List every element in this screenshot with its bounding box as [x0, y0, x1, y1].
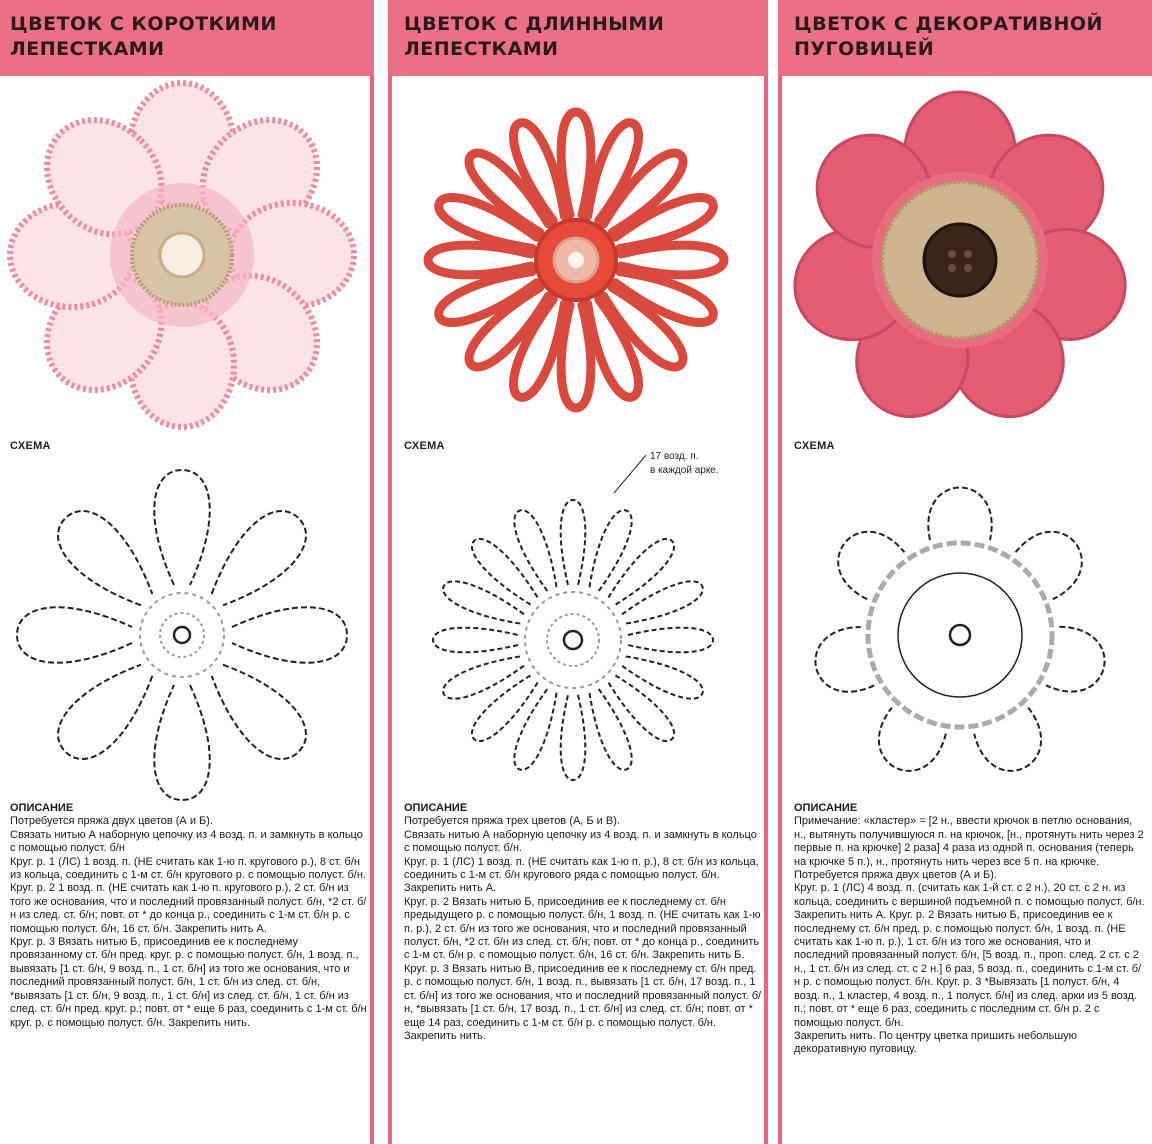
- scheme-label: СХЕМА: [10, 440, 51, 452]
- crochet-scheme-long-petals: [388, 455, 768, 815]
- column-title: ЦВЕТОК С ДЛИННЫМИ ЛЕПЕСТКАМИ: [404, 13, 665, 60]
- column-button-flower: [778, 0, 1152, 1144]
- flower-photo-long-petals: [388, 80, 768, 430]
- flower-photo-short-petals: [0, 80, 374, 430]
- description-paragraph: Потребуется пряжа трех цветов (А, Б и В).: [404, 815, 620, 828]
- description-paragraph: Круг. р. 2 1 возд. п. (НЕ считать как 1-ю п. кругового р.), 2 ст. б/н из того же основания, что и последний провязанный полуст. б/н, *2 ст. б/н из след. ст. б/н; повт. от * до конца р., соединить с 1-м ст. б/н р. с помощью полуст. б/н, 16 ст. б/н. Закрепить нить А.: [10, 882, 367, 935]
- scheme-label: СХЕМА: [404, 440, 445, 452]
- scheme-diagram: [388, 455, 768, 815]
- flower-image: [388, 80, 768, 430]
- description: [10, 802, 368, 1030]
- column-short-petals: [0, 0, 374, 1144]
- description-paragraph: Круг. р. 1 (ЛС) 1 возд. п. (НЕ считать как 1-ю п. р.), 8 ст. б/н из кольца, соединить с 1-м ст. б/н кругового ряда с помощью полуст. б/н. Закрепить нить А.: [404, 855, 759, 895]
- description: [794, 802, 1146, 1057]
- column-header: [778, 0, 1152, 76]
- scheme-diagram: [0, 455, 374, 815]
- crochet-scheme-short-petals: [0, 455, 374, 815]
- scheme-note: 17 возд. п. в каждой арке.: [650, 451, 719, 476]
- scheme-diagram: [778, 455, 1152, 815]
- note-pointer: [614, 455, 646, 493]
- description-paragraph: Примечание: «кластер» = [2 н., ввести крючок в петлю основания, н., вытянуть получившуюся п. на крючок, [н., протянуть нить через 2 первые п. на крючке] 2 раза] 4 раза из одной п. основания (теперь на крючке 5 п.), н., протянуть нить через все 5 п. на крючке. Потребуется пряжа двух цветов (А и Б).: [794, 815, 1144, 882]
- description-paragraph: Круг. р. 2 Вязать нитью Б, присоединив ее к последнему ст. б/н предыдущего р. с помощью полуст. б/н, 1 возд. п. (НЕ считать как 1-ю п. р.), 2 ст. б/н из того же основания, что и последний провязанный полуст. б/н, *2 ст. б/н из след. ст. б/н; повт. от * до конца р., соединить с 1-м ст. б/н р. с помощью полуст. б/н, 16 ст. б/н. Закрепить нить Б.: [404, 895, 761, 962]
- description-paragraph: Потребуется пряжа двух цветов (А и Б).: [10, 815, 213, 828]
- column-header: [0, 0, 374, 76]
- flower-image: [778, 80, 1152, 430]
- crochet-scheme-button: [778, 455, 1152, 815]
- scheme-label: СХЕМА: [794, 440, 835, 452]
- description-heading: ОПИСАНИЕ: [404, 802, 468, 814]
- column-title: ЦВЕТОК С ДЕКОРАТИВНОЙ ПУГОВИЦЕЙ: [794, 13, 1103, 60]
- column-header: [388, 0, 768, 76]
- description-heading: ОПИСАНИЕ: [794, 802, 858, 814]
- column-title: ЦВЕТОК С КОРОТКИМИ ЛЕПЕСТКАМИ: [10, 13, 277, 60]
- column-long-petals: [388, 0, 768, 1144]
- description-paragraph: Круг. р. 3 Вязать нитью Б, присоединив ее к последнему провязанному ст. б/н пред. круг. р. с помощью полуст. б/н, 1 возд. п., вывязать [1 ст. б/н, 9 возд. п., 1 ст. б/н] из того же основания, что и последний провязанный полуст. б/н, 1 ст. б/н из след. ст. б/н, *вывязать [1 ст. б/н, 9 возд. п., 1 ст. б/н] из след. ст. б/н, 1 ст. б/н из след. ст. б/н пред. круг. р.; повт. от * еще 6 раз, соединить с 1-м ст. б/н круг. р. с помощью полуст. б/н. Закрепить нить.: [10, 936, 367, 1029]
- flower-photo-button: [778, 80, 1152, 430]
- description-paragraph: Связать нитью А наборную цепочку из 4 возд. п. и замкнуть в кольцо с помощью полуст. б/н.: [404, 828, 757, 855]
- button-decoration: [924, 224, 996, 296]
- description-paragraph: Круг. р. 3 Вязать нитью В, присоединив ее к последнему ст. б/н пред. р. с помощью полуст. б/н, 1 возд. п., вывязать [1 ст. б/н, 17 возд. п., 1 ст. б/н] из того же основания, что и последний провязанный полуст. б/н, *вывязать [1 ст. б/н, 17 возд. п., 1 ст. б/н] из след. ст. б/н; повт. от * еще 14 раз, соединить с 1-м ст. б/н р. с помощью полуст. б/н. Закрепить нить.: [404, 962, 762, 1042]
- description-paragraph: Круг. р. 1 (ЛС) 1 возд. п. (НЕ считать как 1-ю п. кругового р.), 8 ст. б/н из кольца, соединить с 1-м ст. б/н кругового р. с помощью полуст. б/н.: [10, 855, 366, 882]
- description: [404, 802, 762, 1043]
- description-paragraph: Закрепить нить. По центру цветка пришить небольшую декоративную пуговицу.: [794, 1029, 1077, 1056]
- flower-image: [0, 80, 374, 430]
- description-paragraph: Круг. р. 1 (ЛС) 4 возд. п. (считать как 1-й ст. с 2 н.), 20 ст. с 2 н. из кольца, соединить с вершиной подъемной п. с помощью полуст. б/н. Закрепить нить А. Круг. р. 2 Вязать нитью Б, присоединив ее к последнему ст. б/н пред. р. с помощью полуст. б/н, 1 возд. п. (НЕ считать как 1-ю п. р.), 1 ст. б/н из того же основания, что и последний провязанный полуст. б/н, [5 возд. п., проп. след. 2 ст. с 2 н., 1 ст. б/н из след. ст. с 2 н.] 6 раз, 5 возд. п., соединить с 1-м ст. б/н р. с помощью полуст. б/н. Круг. р. 3 *Вывязать [1 полуст. б/н, 4 возд. п., 1 кластер, 4 возд. п., 1 полуст. б/н] из след. арки из 5 возд. п.; повт. от * еще 6 раз, соединить с последним ст. б/н р. 2 с помощью полуст. б/н.: [794, 882, 1145, 1029]
- description-paragraph: Связать нитью А наборную цепочку из 4 возд. п. и замкнуть в кольцо с помощью полуст. б/н: [10, 828, 363, 855]
- description-heading: ОПИСАНИЕ: [10, 802, 74, 814]
